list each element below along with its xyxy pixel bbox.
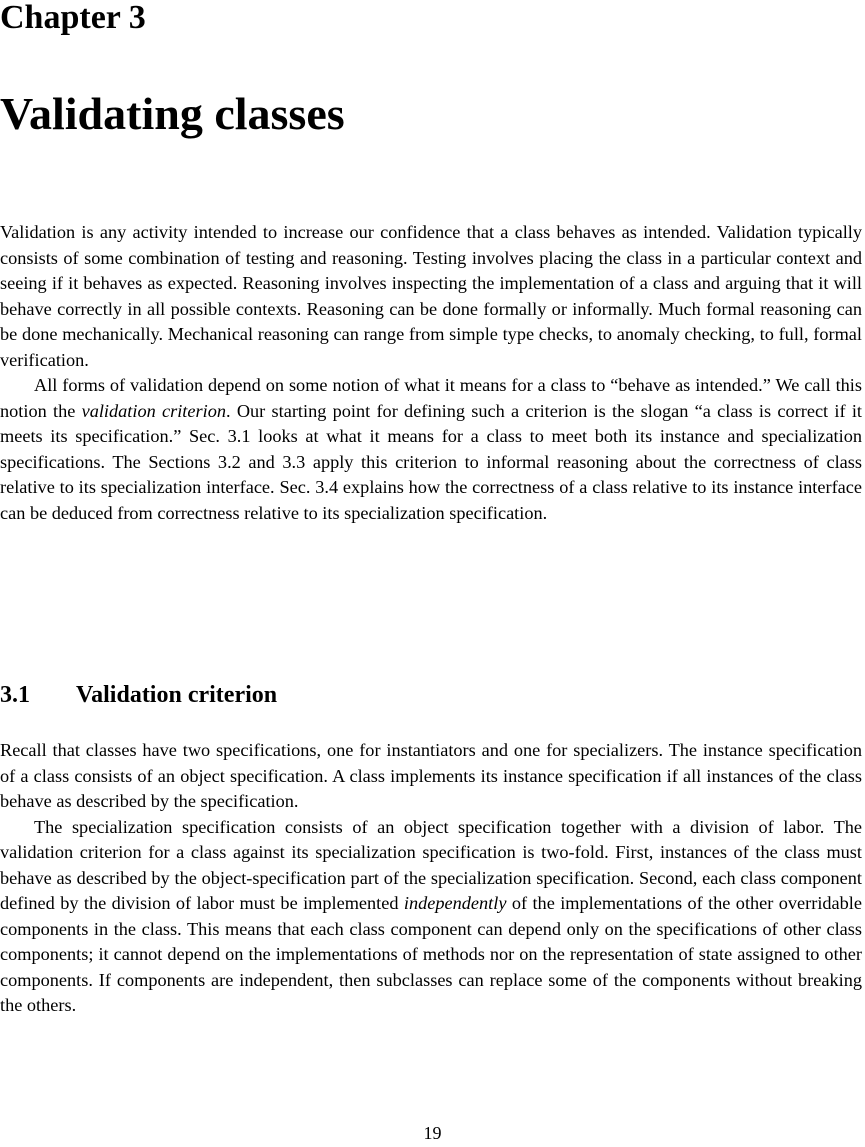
intro-text [0, 220, 862, 526]
independently-term: independently [403, 893, 507, 913]
chapter-label: Chapter 3 [0, 0, 146, 36]
section-paragraph-2-text-a: The specialization specification consists of an object specification together with a division of labor. The validation criterion for a class against its specialization specification is two-fold. First, instances of the class must behave as described by the object-specification part of the specialization specification. Second, each class component defined by the division of labor must be implemented [0, 816, 862, 913]
section-paragraph-1: Recall that classes have two specifications, one for instantiators and one for specializers. The instance specification of a class consists of an object specification. A class implements its instance specification if all instances of the class behave as described by the specification. [0, 740, 862, 811]
section-heading [0, 680, 277, 710]
intro-paragraph-2 [0, 373, 862, 526]
intro-paragraph-1: Validation is any activity intended to increase our confidence that a class behaves as intended. Validation typically consists of some combination of testing and reasoning. Testing involves placing the class in a particular context and seeing if it behaves as expected. Reasoning involves inspecting the implementation of a class and arguing that it will behave correctly in all possible contexts. Reasoning can be done formally or informally. Much formal reasoning can be done mechanically. Mechanical reasoning can range from simple type checks, to anomaly checking, to full, formal verification. [0, 222, 862, 370]
section-number: 3.1 [0, 682, 30, 708]
section-paragraph-2-text-b: of the implementations of the other overridable components in the class. This means that each class component can depend only on the specifications of other class components; it cannot depend on the implementations of methods nor on the representation of state assigned to other components. If components are independent, then subclasses can replace some of the components without breaking the others. [0, 893, 862, 1015]
intro-paragraph-2-text-a: All forms of validation depend on some notion of what it means for a class to “behave as intended.” We call this notion the [0, 375, 862, 421]
page-number: 19 [423, 1123, 442, 1143]
validation-criterion-term: validation criterion [81, 400, 226, 421]
intro-paragraph-2-text-b: . Our starting point for defining such a criterion is the slogan “a class is correct if it meets its specification.” Sec. 3.1 looks at what it means for a class to meet both its instance and specialization specifications. The Sections 3.2 and 3.3 apply this criterion to informal reasoning about the correctness of class relative to its specialization interface. Sec. 3.4 explains how the correctness of a class relative to its instance interface can be deduced from correctness relative to its specialization specification. [0, 400, 862, 523]
section-paragraph-2 [0, 815, 862, 1019]
chapter-title: Validating classes [0, 88, 345, 139]
section-text [0, 738, 862, 1019]
section-title: Validation criterion [76, 682, 278, 708]
